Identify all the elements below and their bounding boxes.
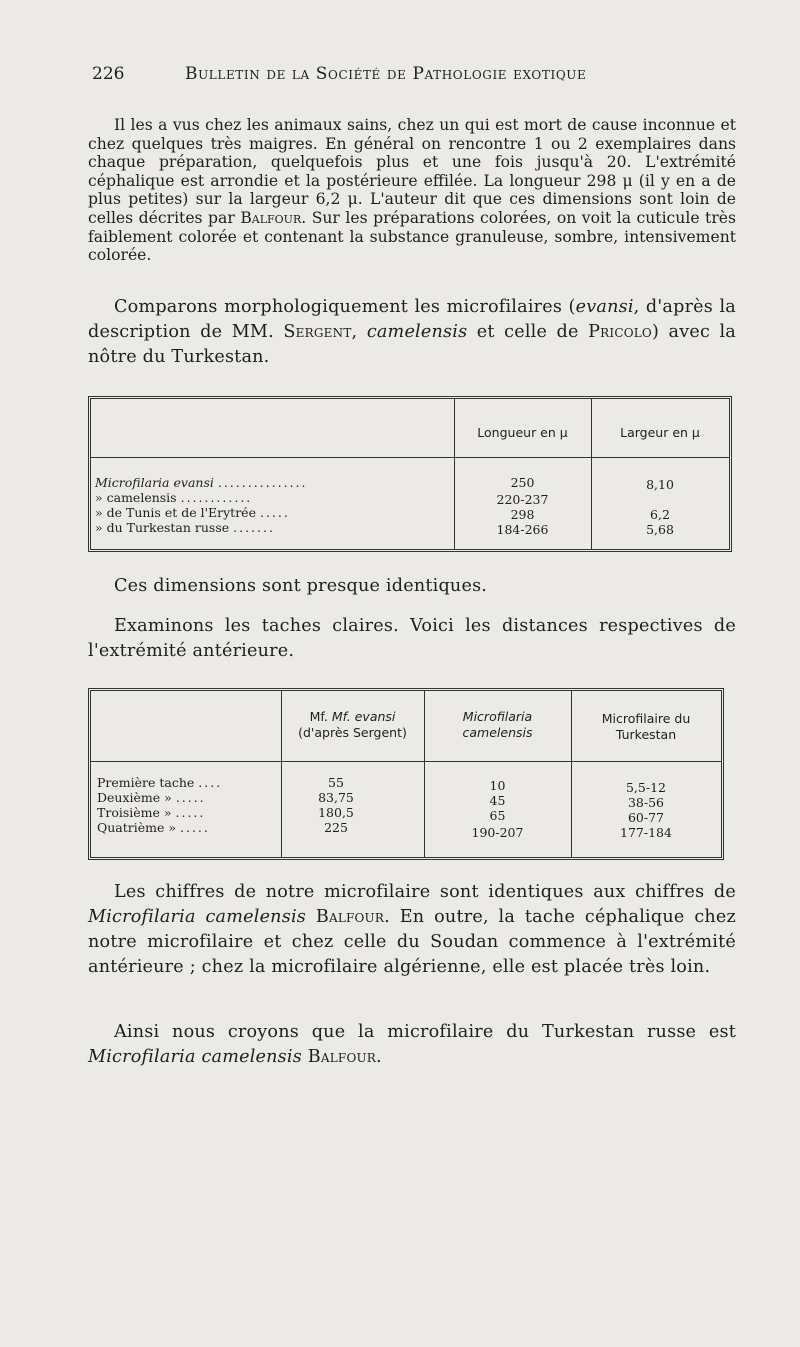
camelensis-value: 10 (489, 778, 506, 793)
italic-species: Microfilaria camelensis (88, 907, 306, 927)
paragraph-2-text-d: et celle de (467, 322, 579, 342)
paragraph-1-text-b: . Sur les préparations colorées, on voit la cuticule très faiblement colorée et contenant la substance granuleuse, sombre, intensivement colorée. (88, 208, 737, 265)
evansi-value: 55 (328, 775, 344, 790)
camelensis-value: 65 (489, 808, 506, 823)
header-length: Longueur en μ (477, 425, 568, 440)
row-label-troisieme: Troisième » ..... (97, 805, 206, 820)
evansi-value: 83,75 (318, 790, 354, 805)
row-label-deuxieme: Deuxième » ..... (97, 790, 206, 805)
header-microfilaire-turkestan: Microfilaire du Turkestan (601, 711, 691, 742)
row-label-turkestan: » du Turkestan russe ....... (95, 520, 275, 535)
italic-evansi: evansi (575, 297, 634, 317)
italic-species: Microfilaria camelensis (88, 1047, 302, 1067)
author-name-balfour: Balfour (240, 208, 302, 227)
author-name-sergent: Sergent (283, 322, 352, 342)
spots-table (88, 688, 724, 860)
author-name-balfour: Balfour (315, 907, 385, 927)
running-title: Bulletin de la Société de Pathologie exotique (185, 64, 587, 84)
evansi-value: 180,5 (318, 805, 354, 820)
paragraph-2 (88, 295, 736, 370)
turkestan-value: 60-77 (627, 810, 665, 825)
row-label-tunis: » de Tunis et de l'Erytrée ..... (95, 505, 290, 520)
paragraph-6-text-b: . (376, 1047, 382, 1067)
width-value: 6,2 (650, 507, 670, 522)
paragraph-6-text-a: Ainsi nous croyons que la microfilaire du Turkestan russe est (114, 1022, 736, 1042)
row-label-premiere: Première tache .... (97, 775, 223, 790)
width-value: 5,68 (646, 522, 674, 537)
paragraph-6 (88, 1020, 736, 1070)
page-number: 226 (92, 64, 125, 84)
length-value: 184-266 (496, 522, 549, 537)
paragraph-2-text-c: , (351, 322, 358, 342)
paragraph-1 (88, 116, 736, 265)
row-label-quatrieme: Quatrième » ..... (97, 820, 210, 835)
row-label-evansi: Microfilaria evansi ............... (95, 475, 308, 490)
turkestan-value: 38-56 (627, 795, 665, 810)
length-value: 220-237 (496, 492, 549, 507)
paragraph-2-text-b: , d'après la description de MM. (88, 297, 736, 342)
evansi-value: 225 (324, 820, 348, 835)
header-mf-evansi: Mf. Mf. evansi (d'après Sergent) (298, 709, 407, 740)
header-width: Largeur en μ (620, 425, 700, 440)
length-value: 250 (510, 475, 535, 490)
width-value: 8,10 (646, 477, 674, 492)
paragraph-5-text-a: Les chiffres de notre microfilaire sont identiques aux chiffres de (114, 882, 736, 902)
paragraph-2-text-e: ) avec la nôtre du Turkestan. (88, 322, 737, 367)
turkestan-value: 5,5-12 (625, 780, 666, 795)
dimensions-table (88, 396, 732, 552)
length-value: 298 (510, 507, 535, 522)
paragraph-3 (88, 574, 736, 599)
paragraph-2-text-a: Comparons morphologiquement les microfilaires ( (114, 297, 576, 317)
paragraph-4 (88, 614, 736, 664)
paragraph-5-text-b: . En outre, la tache céphalique chez notre microfilaire et chez celle du Soudan commence à l'extrémité antérieure ; chez la microfilaire algérienne, elle est placée très loin. (88, 907, 736, 977)
camelensis-value: 190-207 (471, 825, 524, 840)
author-name-pricolo: Pricolo (588, 322, 652, 342)
paragraph-5 (88, 880, 736, 980)
paragraph-4-text: Examinons les taches claires. Voici les distances respectives de l'extrémité antérieure. (88, 616, 736, 661)
paragraph-1-text-a: Il les a vus chez les animaux sains, chez un qui est mort de cause inconnue et chez quelques très maigres. En général on rencontre 1 ou 2 exemplaires dans chaque préparation, quelquefois plus et une fois jusqu'à 20. L'extrémité céphalique est arrondie et la postérieure effilée. La longueur 298 μ (il y en a de plus petites) sur la largeur 6,2 μ. L'auteur dit que ces dimensions sont loin de celles décrites par (88, 116, 736, 227)
italic-camelensis: camelensis (366, 322, 468, 342)
author-name-balfour: Balfour (307, 1047, 377, 1067)
paragraph-3-text: Ces dimensions sont presque identiques. (114, 576, 488, 596)
row-label-camelensis: » camelensis ............ (95, 490, 253, 505)
camelensis-value: 45 (489, 793, 506, 808)
turkestan-value: 177-184 (620, 825, 672, 840)
header-microfilaria-camelensis: Microfilaria camelensis (462, 709, 533, 740)
